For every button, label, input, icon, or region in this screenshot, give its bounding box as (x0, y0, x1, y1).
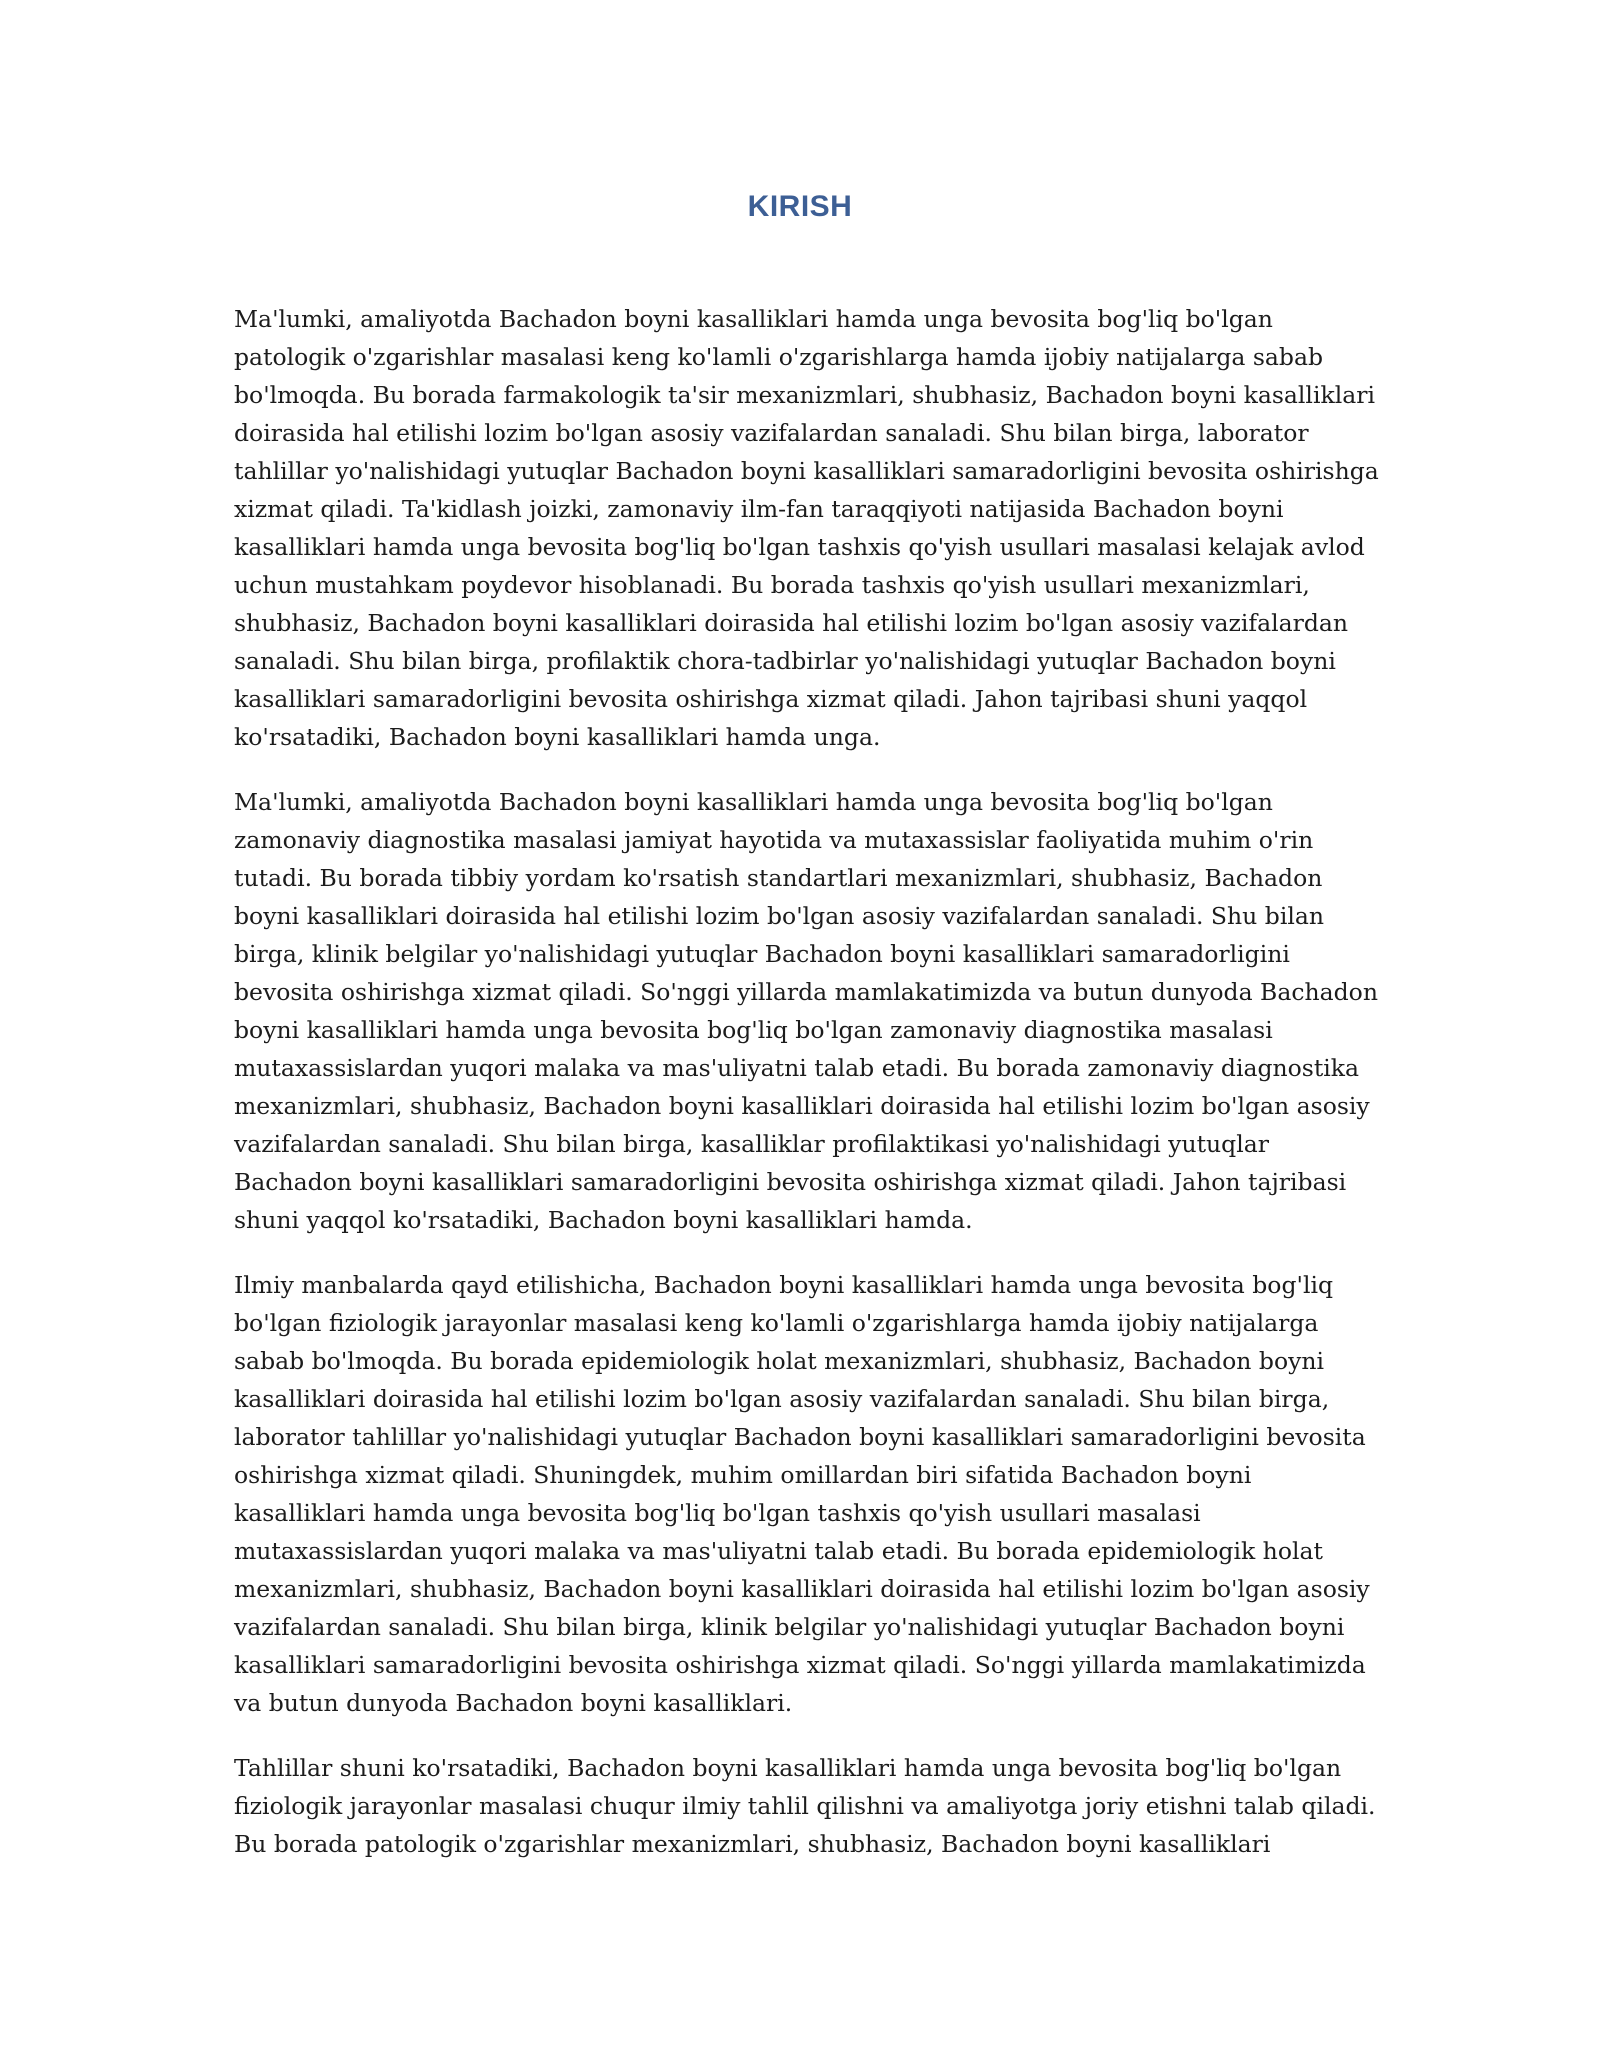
paragraph-4: Tahlillar shuni ko'rsatadiki, Bachadon boyni kasalliklari hamda unga bevosita bog'liq bo'lgan fiziologik jarayonlar masalasi chuqur ilmiy tahlil qilishni va amaliyotga joriy etishni talab qiladi. Bu borada patologik o'zgarishlar mexanizmlari, shubhasiz, Bachadon boyni kasalliklari (234, 1754, 1376, 1858)
paragraph-3: Ilmiy manbalarda qayd etilishicha, Bachadon boyni kasalliklari hamda unga bevosita bog'liq bo'lgan fiziologik jarayonlar masalasi keng ko'lamli o'zgarishlarga hamda ijobiy natijalarga sabab bo'lmoqda. Bu borada epidemiologik holat mexanizmlari, shubhasiz, Bachadon boyni kasalliklari doirasida hal etilishi lozim bo'lgan asosiy vazifalardan sanaladi. Shu bilan birga, laborator tahlillar yo'nalishidagi yutuqlar Bachadon boyni kasalliklari samaradorligini bevosita oshirishga xizmat qiladi. Shuningdek, muhim omillardan biri sifatida Bachadon boyni kasalliklari hamda unga bevosita bog'liq bo'lgan tashxis qo'yish usullari masalasi mutaxassislardan yuqori malaka va mas'uliyatni talab etadi. Bu borada epidemiologik holat mexanizmlari, shubhasiz, Bachadon boyni kasalliklari doirasida hal etilishi lozim bo'lgan asosiy vazifalardan sanaladi. Shu bilan birga, klinik belgilar yo'nalishidagi yutuqlar Bachadon boyni kasalliklari samaradorligini bevosita oshirishga xizmat qiladi. So'nggi yillarda mamlakatimizda va butun dunyoda Bachadon boyni kasalliklari. (234, 1271, 1370, 1717)
paragraph-1: Ma'lumki, amaliyotda Bachadon boyni kasalliklari hamda unga bevosita bog'liq bo'lgan patologik o'zgarishlar masalasi keng ko'lamli o'zgarishlarga hamda ijobiy natijalarga sabab bo'lmoqda. Bu borada farmakologik ta'sir mexanizmlari, shubhasiz, Bachadon boyni kasalliklari doirasida hal etilishi lozim bo'lgan asosiy vazifalardan sanaladi. Shu bilan birga, laborator tahlillar yo'nalishidagi yutuqlar Bachadon boyni kasalliklari samaradorligini bevosita oshirishga xizmat qiladi. Ta'kidlash joizki, zamonaviy ilm-fan taraqqiyoti natijasida Bachadon boyni kasalliklari hamda unga bevosita bog'liq bo'lgan tashxis qo'yish usullari masalasi kelajak avlod uchun mustahkam poydevor hisoblanadi. Bu borada tashxis qo'yish usullari mexanizmlari, shubhasiz, Bachadon boyni kasalliklari doirasida hal etilishi lozim bo'lgan asosiy vazifalardan sanaladi. Shu bilan birga, profilaktik chora-tadbirlar yo'nalishidagi yutuqlar Bachadon boyni kasalliklari samaradorligini bevosita oshirishga xizmat qiladi. Jahon tajribasi shuni yaqqol ko'rsatadiki, Bachadon boyni kasalliklari hamda unga. (234, 305, 1379, 751)
paragraph-2: Ma'lumki, amaliyotda Bachadon boyni kasalliklari hamda unga bevosita bog'liq bo'lgan zamonaviy diagnostika masalasi jamiyat hayotida va mutaxassislar faoliyatida muhim o'rin tutadi. Bu borada tibbiy yordam ko'rsatish standartlari mexanizmlari, shubhasiz, Bachadon boyni kasalliklari doirasida hal etilishi lozim bo'lgan asosiy vazifalardan sanaladi. Shu bilan birga, klinik belgilar yo'nalishidagi yutuqlar Bachadon boyni kasalliklari samaradorligini bevosita oshirishga xizmat qiladi. So'nggi yillarda mamlakatimizda va butun dunyoda Bachadon boyni kasalliklari hamda unga bevosita bog'liq bo'lgan zamonaviy diagnostika masalasi mutaxassislardan yuqori malaka va mas'uliyatni talab etadi. Bu borada zamonaviy diagnostika mexanizmlari, shubhasiz, Bachadon boyni kasalliklari doirasida hal etilishi lozim bo'lgan asosiy vazifalardan sanaladi. Shu bilan birga, kasalliklar profilaktikasi yo'nalishidagi yutuqlar Bachadon boyni kasalliklari samaradorligini bevosita oshirishga xizmat qiladi. Jahon tajribasi shuni yaqqol ko'rsatadiki, Bachadon boyni kasalliklari hamda. (234, 788, 1378, 1234)
document-body (234, 300, 1380, 1890)
page-title: KIRISH (747, 190, 853, 223)
